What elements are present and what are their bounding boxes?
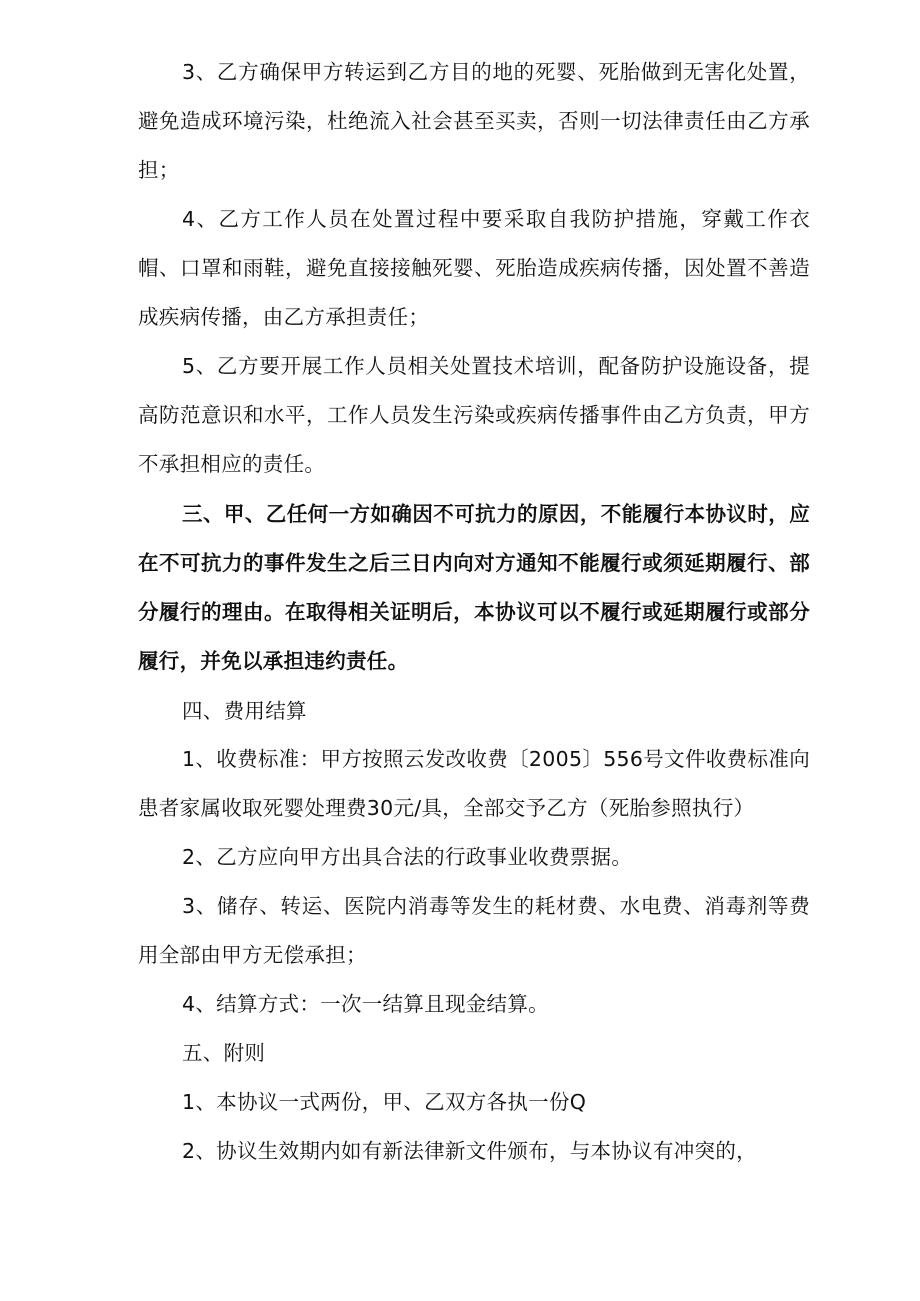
clause-2-item-5: 5、乙方要开展工作人员相关处置技术培训，配备防护设施设备，提高防范意识和水平，工作人员发生污染或疾病传播事件由乙方负责，甲方不承担相应的责任。 (138, 354, 810, 476)
appendix-item-2: 2、协议生效期内如有新法律新文件颁布，与本协议有冲突的， (182, 1139, 757, 1163)
clause-2-item-3: 3、乙方确保甲方转运到乙方目的地的死婴、死胎做到无害化处置，避免造成环境污染，杜绝流入社会甚至买卖，否则一切法律责任由乙方承担； (138, 60, 810, 182)
clause-3-force-majeure: 三、甲、乙任何一方如确因不可抗力的原因，不能履行本协议时，应在不可抗力的事件发生之后三日内向对方通知不能履行或须延期履行、部分履行的理由。在取得相关证明后，本协议可以不履行或延期履行或部分履行，并免以承担违约责任。 (138, 502, 810, 673)
section-heading-appendix: 五、附则 (182, 1041, 266, 1065)
fee-item-3: 3、储存、转运、医院内消毒等发生的耗材费、水电费、消毒剂等费用全部由甲方无偿承担； (138, 894, 810, 967)
appendix-item-1: 1、本协议一式两份，甲、乙双方各执一份Q (182, 1090, 587, 1114)
clause-2-item-4: 4、乙方工作人员在处置过程中要采取自我防护措施，穿戴工作衣帽、口罩和雨鞋，避免直接接触死婴、死胎造成疾病传播，因处置不善造成疾病传播，由乙方承担责任； (138, 207, 810, 329)
fee-item-4: 4、结算方式：一次一结算且现金结算。 (182, 992, 549, 1016)
fee-item-1: 1、收费标准：甲方按照云发改收费〔2005〕556号文件收费标准向患者家属收取死婴处理费30元/具，全部交予乙方（死胎参照执行） (138, 747, 810, 820)
section-heading-fee-settlement: 四、费用结算 (182, 699, 307, 723)
fee-item-2: 2、乙方应向甲方出具合法的行政事业收费票据。 (182, 845, 633, 869)
